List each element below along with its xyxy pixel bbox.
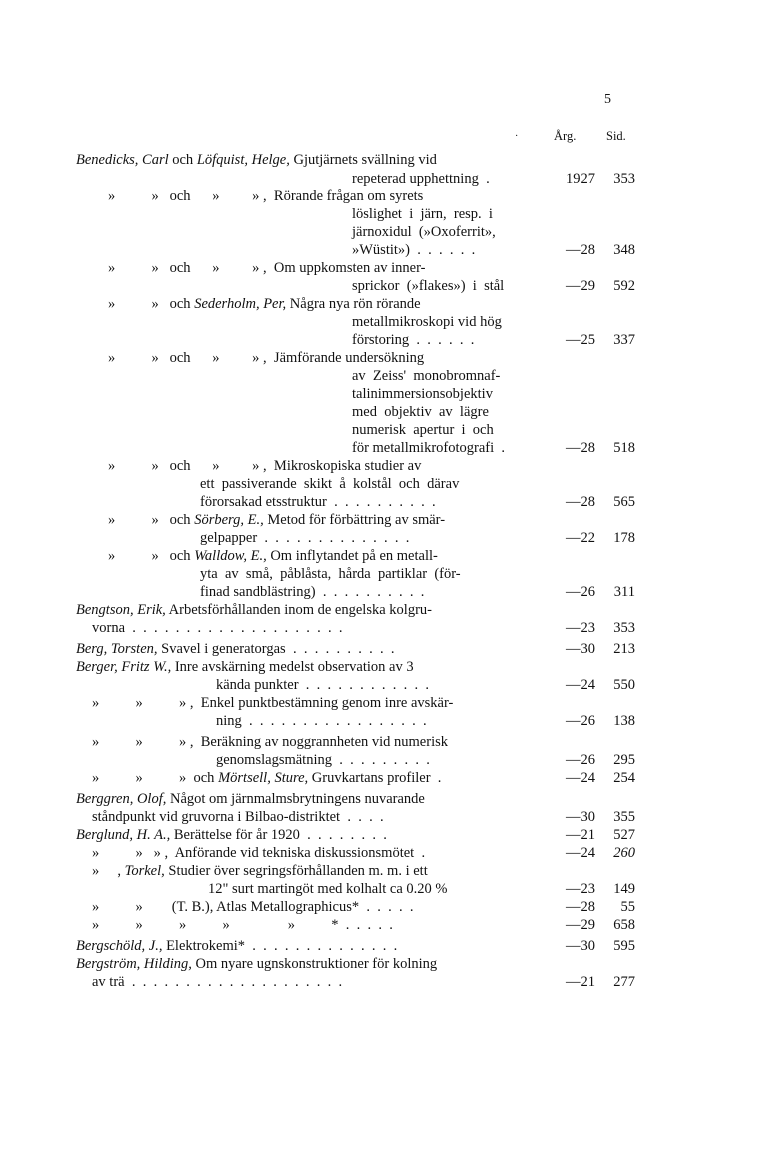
entry-year: —28 (566, 440, 595, 456)
entry-text (76, 955, 437, 973)
entry-title-text: sprickor (»flakes») i stål (352, 278, 505, 294)
entry-title-text: 12" surt martingöt med kolhalt ca 0.20 % (208, 881, 448, 897)
entry-year: —30 (566, 809, 595, 825)
entry-title-text: Inre avskärning medelst observation av 3 (171, 659, 414, 675)
entry-page: 355 (613, 809, 635, 825)
index-line (0, 421, 776, 439)
entry-page: 518 (613, 440, 635, 456)
entry-page: 353 (613, 620, 635, 636)
entry-title-text: » » » » » * . . . . . (92, 917, 393, 933)
entry-title-text: metallmikroskopi vid hög (352, 314, 502, 330)
entry-text (92, 694, 453, 712)
entry-year: 1927 (566, 171, 595, 187)
entry-text (352, 367, 500, 385)
index-line (0, 640, 776, 658)
column-header-year: Årg. (554, 129, 577, 143)
entry-title-text: » » och » » , Jämförande undersökning (108, 350, 425, 366)
index-line (0, 601, 776, 619)
entry-year: —30 (566, 938, 595, 954)
entry-title-text: » » och » » , Om uppkomsten av inner- (108, 260, 426, 276)
entry-year: —28 (566, 494, 595, 510)
entry-text (352, 223, 496, 241)
entry-title-text: Om nyare ugnskonstruktioner för kolning (191, 956, 438, 972)
author-name: Berg, Torsten, (76, 641, 158, 657)
entry-page: 178 (613, 530, 635, 546)
entry-year: —28 (566, 899, 595, 915)
entry-title-text: Gjutjärnets svällning vid (289, 152, 437, 168)
index-line (0, 712, 776, 730)
index-line (0, 790, 776, 808)
entry-title-text: Arbetsförhållanden inom de engelska kolgru- (165, 602, 432, 618)
entry-text (76, 826, 387, 844)
entry-title-text: » » » , Beräkning av noggrannheten vid numerisk (92, 734, 448, 750)
entry-title-text: Studier över segringsförhållanden m. m. i ett (164, 863, 428, 879)
entry-page: 337 (613, 332, 635, 348)
entry-title-text: Metod för förbättring av smär- (263, 512, 446, 528)
entry-title-text: » » och (108, 296, 195, 312)
entry-title-text: Gruvkartans profiler . (308, 770, 442, 786)
entry-title-text: Några nya rön rörande (286, 296, 421, 312)
index-line (0, 367, 776, 385)
entry-title-text: för metallmikrofotografi . (352, 440, 506, 456)
entry-title-text: genomslagsmätning . . . . . . . . . (216, 752, 430, 768)
index-line (0, 170, 776, 188)
entry-title-text: numerisk apertur i och (352, 422, 494, 438)
entry-title-text: ståndpunkt vid gruvorna i Bilbao-distriktet . . . . (92, 809, 384, 825)
entry-title-text: Om inflytandet på en metall- (266, 548, 438, 564)
entry-text (216, 712, 427, 730)
entry-title-text: ning . . . . . . . . . . . . . . . . . (216, 713, 427, 729)
entry-title-text: yta av små, påblåsta, hårda partiklar (för- (200, 566, 461, 582)
entry-year: —23 (566, 620, 595, 636)
entry-text (108, 511, 445, 529)
index-line (0, 241, 776, 259)
index-line (0, 475, 776, 493)
entry-text (108, 457, 421, 475)
entry-text (76, 937, 397, 955)
index-line (0, 694, 776, 712)
entry-text (92, 898, 414, 916)
entry-text (92, 973, 342, 991)
entry-title-text: järnoxidul (»Oxoferrit», (352, 224, 496, 240)
entry-title-text: förorsakad etsstruktur . . . . . . . . . . (200, 494, 436, 510)
index-line (0, 619, 776, 637)
index-line (0, 259, 776, 277)
entry-page: 213 (613, 641, 635, 657)
index-line (0, 295, 776, 313)
entry-text (76, 790, 425, 808)
index-line (0, 439, 776, 457)
entry-year: —23 (566, 881, 595, 897)
entry-text (352, 277, 504, 295)
index-line (0, 937, 776, 955)
author-name: Bergström, Hilding, (76, 956, 192, 972)
index-line (0, 277, 776, 295)
entry-text (108, 349, 424, 367)
index-line (0, 898, 776, 916)
entry-title-text: talinimmersionsobjektiv (352, 386, 493, 402)
entry-page: 348 (613, 242, 635, 258)
entry-page: 658 (613, 917, 635, 933)
entry-page: 254 (613, 770, 635, 786)
entry-text (352, 241, 475, 259)
page-number: 5 (604, 92, 611, 107)
index-line (0, 223, 776, 241)
entry-title-text: vorna . . . . . . . . . . . . . . . . . . . . (92, 620, 343, 636)
entry-title-text: av Zeiss' monobromnaf- (352, 368, 501, 384)
entry-title-text: » » och » » , Mikroskopiska studier av (108, 458, 422, 474)
entry-text (216, 676, 429, 694)
author-name: Sörberg, E., (194, 512, 264, 528)
index-line (0, 808, 776, 826)
index-line (0, 676, 776, 694)
entry-text (92, 916, 393, 934)
entry-text (92, 619, 343, 637)
leader-dot: · (515, 131, 519, 142)
entry-year: —22 (566, 530, 595, 546)
entry-page: 311 (613, 584, 635, 600)
entry-year: —21 (566, 974, 595, 990)
index-line (0, 511, 776, 529)
entry-title-text: » , (92, 863, 125, 879)
entry-year: —21 (566, 827, 595, 843)
index-line (0, 844, 776, 862)
entry-year: —29 (566, 278, 595, 294)
entry-text (92, 733, 448, 751)
index-line (0, 769, 776, 787)
entry-page: 149 (613, 881, 635, 897)
index-line (0, 955, 776, 973)
entry-year: —24 (566, 677, 595, 693)
entry-title-text: Berättelse för år 1920 . . . . . . . . (170, 827, 387, 843)
entry-text (352, 205, 493, 223)
entry-text (200, 493, 436, 511)
entry-text (352, 439, 505, 457)
entry-page: 592 (613, 278, 635, 294)
entry-text (108, 295, 421, 313)
entry-page: 550 (613, 677, 635, 693)
entry-text (200, 529, 409, 547)
author-name: Benedicks, Carl (76, 152, 169, 168)
entry-year: —30 (566, 641, 595, 657)
entry-title-text: förstoring . . . . . . (352, 332, 475, 348)
entry-year: —28 (566, 242, 595, 258)
entry-title-text: » » (T. B.), Atlas Metallographicus* . . . . . (92, 899, 414, 915)
entry-title-text: Elektrokemi* . . . . . . . . . . . . . . (162, 938, 398, 954)
entry-text (92, 844, 425, 862)
entry-page: 260 (613, 845, 635, 861)
entry-year: —24 (566, 770, 595, 786)
entry-text (352, 331, 474, 349)
entry-text (76, 640, 394, 658)
entry-title-text: och (168, 152, 197, 168)
entry-page: 595 (613, 938, 635, 954)
index-line (0, 862, 776, 880)
entry-title-text: Något om järnmalmsbrytningens nuvarande (166, 791, 425, 807)
index-line (0, 658, 776, 676)
entry-year: —29 (566, 917, 595, 933)
entry-title-text: löslighet i järn, resp. i (352, 206, 493, 222)
author-name: Sederholm, Per, (194, 296, 287, 312)
entry-title-text: av trä . . . . . . . . . . . . . . . . . . . . (92, 974, 343, 990)
entry-year: —26 (566, 752, 595, 768)
author-name: Berggren, Olof, (76, 791, 167, 807)
index-line (0, 151, 776, 169)
author-name: Torkel, (124, 863, 165, 879)
index-line (0, 916, 776, 934)
index-line (0, 547, 776, 565)
index-line (0, 187, 776, 205)
entry-text (108, 547, 438, 565)
index-line (0, 385, 776, 403)
entry-title-text: med objektiv av lägre (352, 404, 489, 420)
entry-page: 277 (613, 974, 635, 990)
entry-text (76, 658, 414, 676)
author-name: Mörtsell, Sture, (218, 770, 309, 786)
entry-title-text: » » och (108, 548, 195, 564)
entry-text (208, 880, 447, 898)
entry-title-text: ett passiverande skikt å kolstål och därav (200, 476, 460, 492)
entry-year: —24 (566, 845, 595, 861)
entry-page: 527 (613, 827, 635, 843)
index-line (0, 973, 776, 991)
entry-year: —26 (566, 584, 595, 600)
entry-title-text: »Wüstit») . . . . . . (352, 242, 476, 258)
entry-text (92, 769, 441, 787)
entry-page: 138 (613, 713, 635, 729)
entry-page: 295 (613, 752, 635, 768)
entry-title-text: » » och » » , Rörande frågan om syrets (108, 188, 424, 204)
entry-title-text: » » » , Anförande vid tekniska diskussionsmötet . (92, 845, 426, 861)
index-line (0, 529, 776, 547)
entry-text (108, 259, 425, 277)
author-name: Löfquist, Helge, (196, 152, 290, 168)
index-line (0, 751, 776, 769)
index-line (0, 733, 776, 751)
entry-text (200, 475, 459, 493)
index-line (0, 403, 776, 421)
entry-text (76, 601, 432, 619)
index-line (0, 331, 776, 349)
index-line (0, 349, 776, 367)
entry-title-text: finad sandblästring) . . . . . . . . . . (200, 584, 425, 600)
entry-year: —25 (566, 332, 595, 348)
entry-text (352, 421, 494, 439)
entry-title-text: » » » , Enkel punktbestämning genom inre avskär- (92, 695, 454, 711)
entry-text (200, 583, 424, 601)
index-line (0, 457, 776, 475)
column-header-page: Sid. (606, 129, 626, 143)
index-line (0, 565, 776, 583)
entry-text (352, 170, 490, 188)
entry-text (352, 403, 489, 421)
entry-text (92, 862, 428, 880)
entry-text (200, 565, 461, 583)
author-name: Berger, Fritz W., (76, 659, 172, 675)
entry-text (216, 751, 430, 769)
entry-text (108, 187, 423, 205)
entry-text (352, 385, 493, 403)
entry-title-text: gelpapper . . . . . . . . . . . . . . (200, 530, 410, 546)
index-line (0, 313, 776, 331)
entry-title-text: » » och (108, 512, 195, 528)
index-line (0, 880, 776, 898)
entry-year: —26 (566, 713, 595, 729)
index-line (0, 205, 776, 223)
entry-text (352, 313, 502, 331)
entry-page: 565 (613, 494, 635, 510)
index-line (0, 493, 776, 511)
entry-page: 353 (613, 171, 635, 187)
index-line (0, 826, 776, 844)
entry-title-text: repeterad upphettning . (352, 171, 490, 187)
entry-page: 55 (620, 899, 635, 915)
index-line (0, 583, 776, 601)
entry-text (76, 151, 437, 169)
entry-title-text: Svavel i generatorgas . . . . . . . . . . (157, 641, 395, 657)
entry-title-text: » » » och (92, 770, 219, 786)
author-name: Bengtson, Erik, (76, 602, 166, 618)
author-name: Bergschöld, J., (76, 938, 163, 954)
author-name: Berglund, H. A., (76, 827, 171, 843)
author-name: Walldow, E., (194, 548, 267, 564)
entry-text (92, 808, 384, 826)
entry-title-text: kända punkter . . . . . . . . . . . . (216, 677, 430, 693)
